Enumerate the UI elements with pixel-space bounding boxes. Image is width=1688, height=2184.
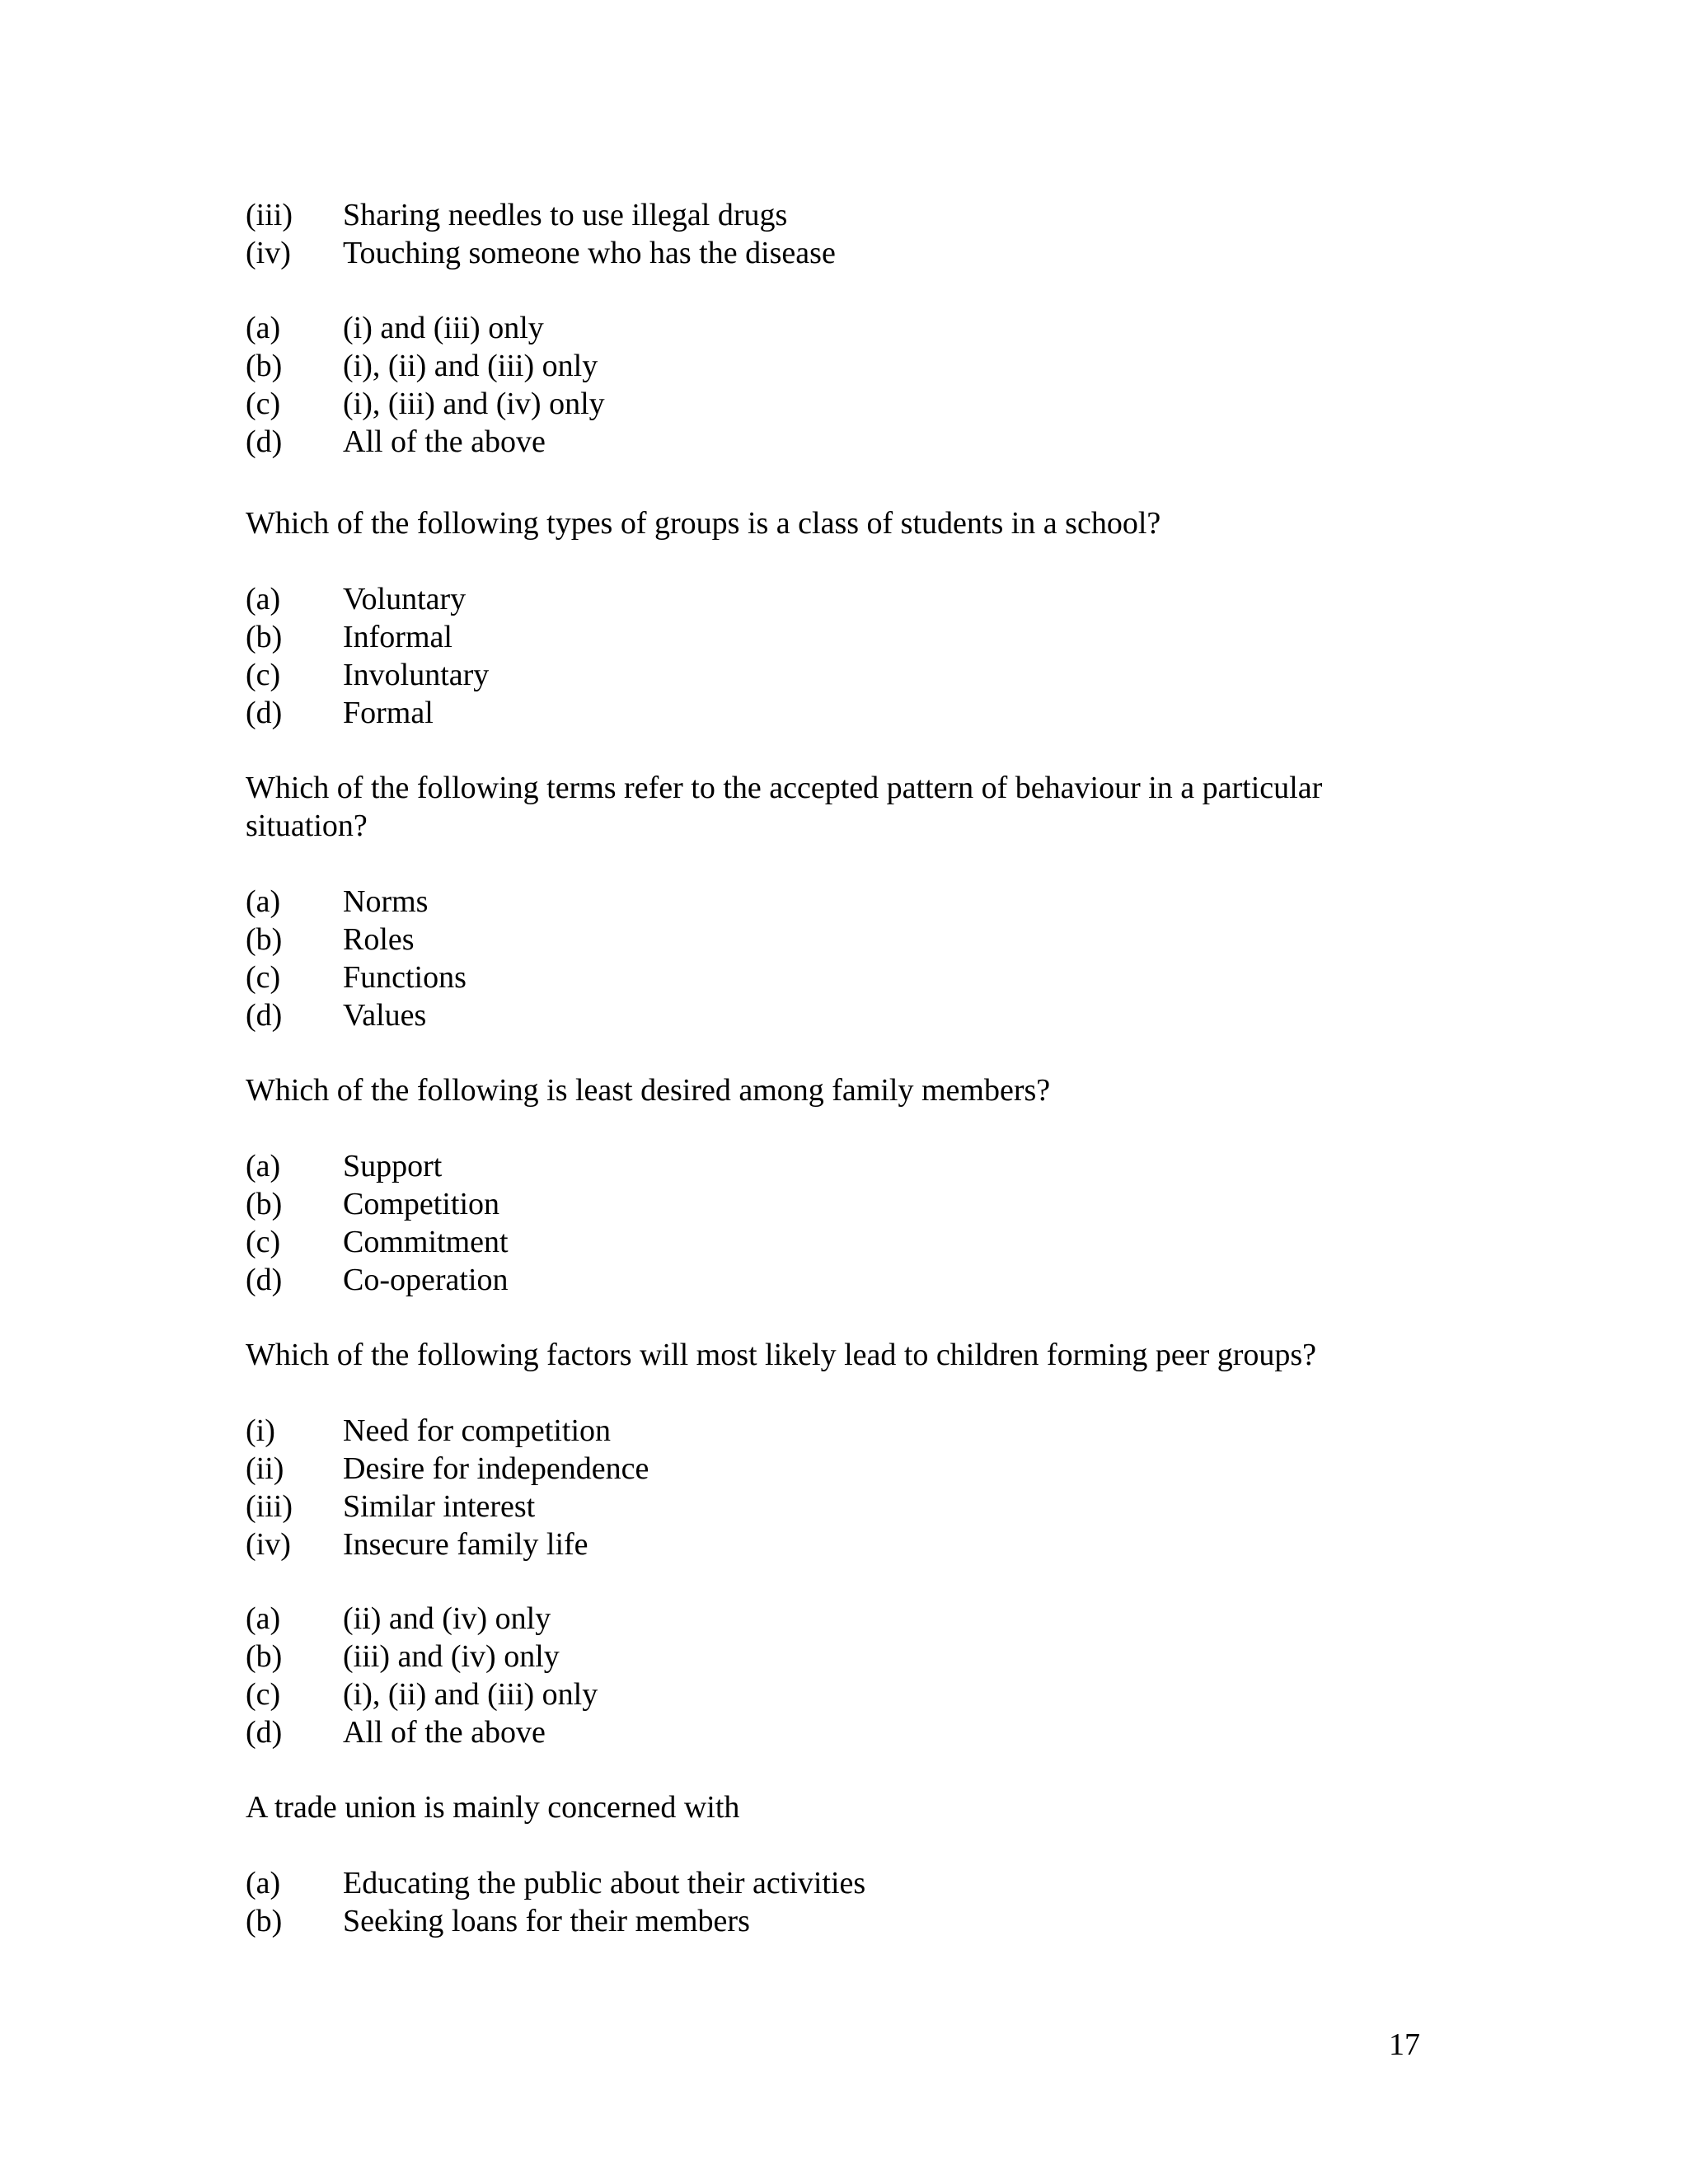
option-label: (a) [246, 884, 281, 919]
option-text: (i), (ii) and (iii) only [343, 349, 598, 383]
option-label: (b) [246, 1187, 283, 1221]
item-text: Sharing needles to use illegal drugs [343, 198, 788, 232]
option-text: Roles [343, 922, 415, 957]
option-label: (d) [246, 696, 283, 730]
option-label: (a) [246, 1601, 281, 1636]
option-text: Involuntary [343, 658, 490, 692]
question-text: Which of the following is least desired among family members? [246, 1073, 1051, 1108]
option-text: Norms [343, 884, 429, 919]
item-label: (iv) [246, 1527, 291, 1562]
option-text: (iii) and (iv) only [343, 1639, 560, 1674]
option-label: (a) [246, 582, 281, 616]
item-label: (iii) [246, 198, 293, 232]
item-label: (ii) [246, 1451, 284, 1486]
question-text: Which of the following types of groups is a class of students in a school? [246, 506, 1161, 541]
option-label: (c) [246, 1225, 281, 1259]
option-text: (i), (iii) and (iv) only [343, 387, 605, 421]
option-text: Commitment [343, 1225, 509, 1259]
option-text: All of the above [343, 1715, 546, 1750]
option-text: Co-operation [343, 1263, 509, 1297]
option-label: (c) [246, 658, 281, 692]
option-text: (i), (ii) and (iii) only [343, 1677, 598, 1712]
option-text: Voluntary [343, 582, 467, 616]
option-text: Informal [343, 620, 452, 654]
option-label: (c) [246, 1677, 281, 1712]
option-text: Support [343, 1149, 443, 1183]
item-text: Desire for independence [343, 1451, 649, 1486]
question-text: Which of the following terms refer to the accepted pattern of behaviour in a particular situation? [246, 771, 1323, 843]
option-text: Seeking loans for their members [343, 1904, 750, 1938]
question-text: A trade union is mainly concerned with [246, 1790, 740, 1825]
option-text: (i) and (iii) only [343, 311, 544, 345]
option-label: (b) [246, 922, 283, 957]
option-label: (b) [246, 1639, 283, 1674]
item-label: (iv) [246, 236, 291, 270]
option-text: All of the above [343, 424, 546, 459]
option-label: (d) [246, 1715, 283, 1750]
option-label: (b) [246, 620, 283, 654]
option-text: (ii) and (iv) only [343, 1601, 551, 1636]
option-label: (d) [246, 998, 283, 1033]
item-text: Insecure family life [343, 1527, 588, 1562]
item-text: Similar interest [343, 1489, 536, 1524]
option-label: (a) [246, 1149, 281, 1183]
item-text: Need for competition [343, 1413, 612, 1448]
option-text: Functions [343, 960, 467, 995]
option-text: Values [343, 998, 427, 1033]
option-label: (c) [246, 387, 281, 421]
option-label: (b) [246, 1904, 283, 1938]
option-text: Formal [343, 696, 434, 730]
option-label: (a) [246, 1866, 281, 1900]
question-text: Which of the following factors will most likely lead to children forming peer groups? [246, 1338, 1317, 1372]
option-label: (d) [246, 1263, 283, 1297]
option-label: (c) [246, 960, 281, 995]
option-text: Competition [343, 1187, 499, 1221]
page-number: 17 [1389, 2027, 1420, 2062]
option-label: (b) [246, 349, 283, 383]
item-text: Touching someone who has the disease [343, 236, 836, 270]
item-label: (i) [246, 1413, 275, 1448]
option-label: (a) [246, 311, 281, 345]
option-label: (d) [246, 424, 283, 459]
item-label: (iii) [246, 1489, 293, 1524]
option-text: Educating the public about their activities [343, 1866, 866, 1900]
